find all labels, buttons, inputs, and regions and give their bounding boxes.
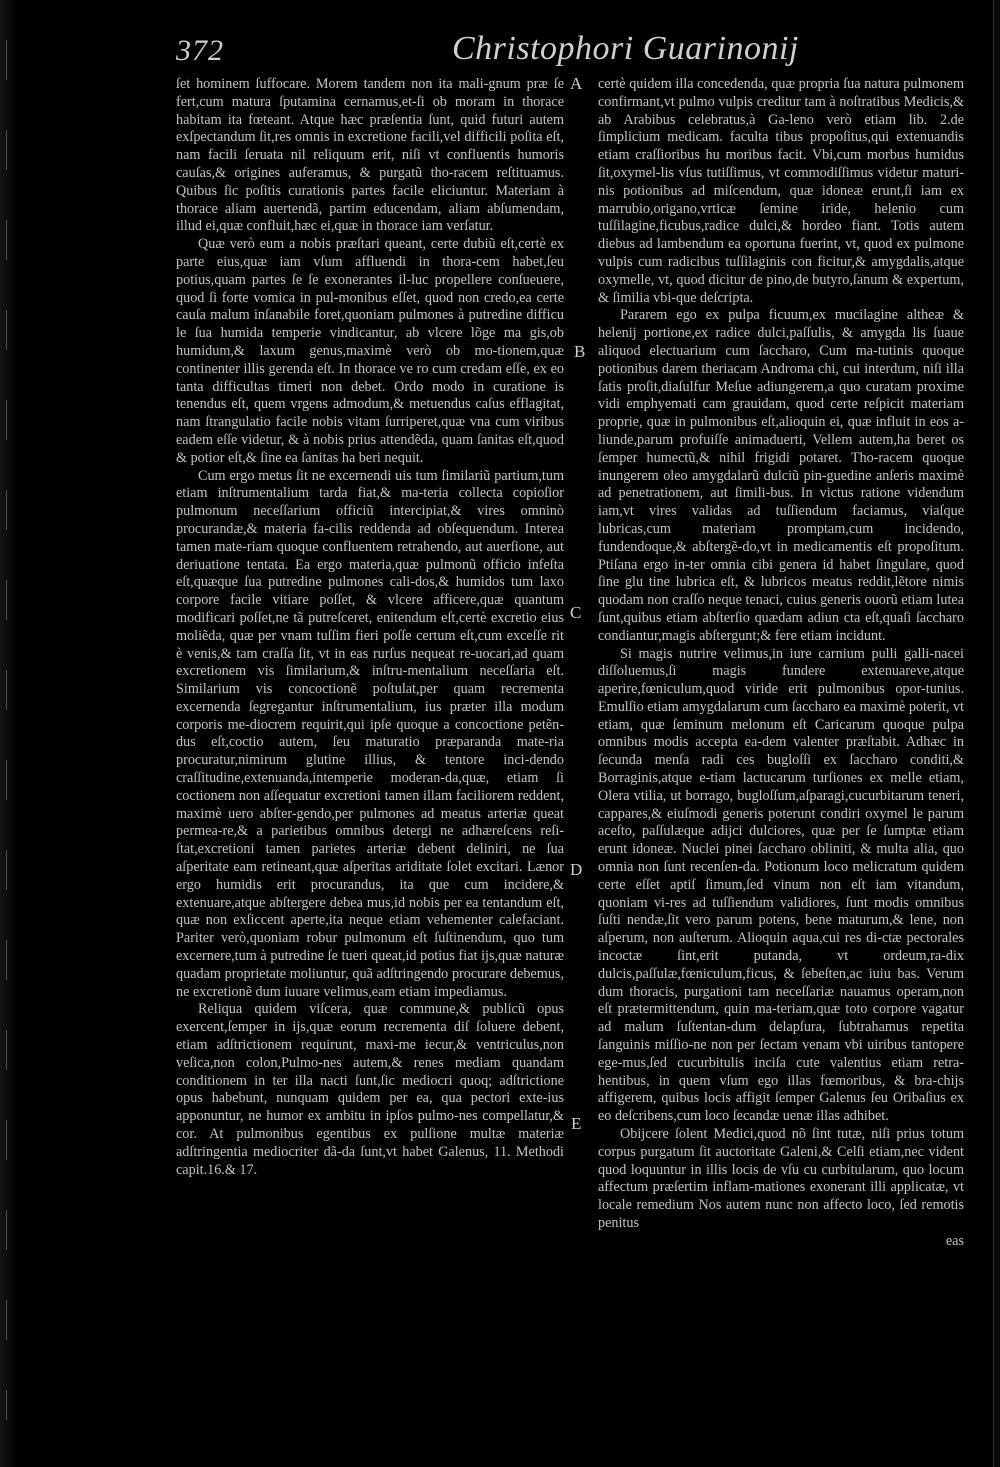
margin-marker-e: E <box>571 1114 582 1133</box>
scan-right-edge <box>993 0 1000 1467</box>
paragraph: Reliqua quidem viſcera, quæ commune,& publicũ opus exercent,ſemper in ijs,quæ eorum recrementa diſ ſoluere debent, etiam adſtrictionem requirunt, maxi-me iecur,& ventriculus,non veſica,non colon,Pulmo-nes autem,& renes mediam quandam conditionem in ter illa nacti ſunt,ſic mediocri quoq; adſtrictione opus habebunt, nunquam quidem per ea, qua pectori exte-ius apponuntur, ne humor ex ambitu in ipſos pulmo-nes compellatur,& cor. At pulmonibus egentibus ex pulſione multæ materiæ adſtringentia mediocriter dã-da ſunt,vt habet Galenus, 11. Methodi capit.16.& 17. <box>176 1001 564 1178</box>
scan-left-edge <box>0 0 14 1467</box>
paragraph: Quæ verò eum a nobis præſtari queant, certe dubiũ eſt,certè ex parte eius,quæ iam vſum affluendi in thora-cem habet,ſeu potius,quam partes ſe ſe exonerantes il-luc propellere conſueuere, quod ſi forte vomica in pul-monibus eſſet, quod non credo,ea certe cauſa malum inſanabile foret,quoniam pulmones à putredine difficu le ſua humida temperie vindicantur, ab vlcere lõge ma gis,ob humidum,& laxum genus,maximè verò ob mo-tionem,quæ continenter illis gerenda eſt. In thorace ve ro cum credam eſſe, ex eo tanta difficultas timeri non debet. Ordo modo in curatione is tenendus eſt, quem vrgens admodum,& metuendus caſus efflagitat, nam ſtrangulatio facile nobis vitam ſurriperet,quæ vna cum viribus eadem eſſe videtur, & à nobis prius attendẽda, quam ſanitas eſt,quod & potior eſt,& ſine ea ſanitas ha beri nequit. <box>176 236 564 466</box>
paragraph: ſet hominem ſuffocare. Morem tandem non ita mali-gnum præ ſe fert,cum matura ſputamina cernamus,et-ſi ob moram in thorace habitam ita fœteant. Atque hæc præſentia ſunt, quid futuri autem exſpectandum ſit,res omnis in excretione facili,vel difficili poſita eſt, nam facili ſeruata nil reliquum erit, niſi vt confluentis humoris cauſas,& origines auferamus, & purgatũ tho-racem reſtituamus. Quibus ſic poſitis curationis partes facile eliciuntur. Materiam à thorace aliam auertendã, partim educendam, aliam abſumendam, illud ei,quæ confluit,hæc ei,quæ in thorace iam verſatur. <box>176 76 564 235</box>
running-head: Christophori Guarinonij <box>452 30 799 67</box>
right-text-column <box>598 76 964 1251</box>
margin-marker-d: D <box>570 860 583 879</box>
paragraph: Obijcere ſolent Medici,quod nõ ſint tutæ, niſi prius totum corpus purgatum ſit auctoritate Galeni,& Celſi etiam,nec vident quod loquuntur in illis locis de vſu cu curbitularum, quo locum affectum præſertim inflam-mationes exonerant illi applicatæ, vt locale remedium Nos autem nunc non affecto loco, ſed remotis penitus <box>598 1126 964 1231</box>
paragraph: certè quidem illa concedenda, quæ propria ſua natura pulmonem confirmant,vt pulmo vulpis creditur tam à noſtratibus Medicis,& ab Arabibus celebratus,à Ga-leno verò etiam lib. 2.de ſimplicium medicam. faculta tibus propoſitus,qui extenuandis etiam craſſioribus hu moribus facit. Vbi,cum morbus humidus ſit,oxymel-lis vſus tutiſſimus, vt commodiſſimus videtur maturi-nis potionibus ad miſcendum, quæ idoneæ erunt,ſi iam ex marrubio,origano,vrticæ ſemine iride, helenio cum tuſſilagine,ficubus,radice dulci,& hordeo fiant. Totis autem diebus ad lambendum ea oportuna fuerint, vt, quod ex pulmone vulpis cum radicibus tuſſilaginis con ficitur,& amygdalis,atque oxymelle, vt, quod dicitur de pino,de butyro,ſanum & expertum, & ſimilia vbi-que deſcripta. <box>598 76 964 306</box>
catchword: eas <box>945 1232 964 1249</box>
margin-marker-a: A <box>570 74 583 93</box>
margin-marker-b: B <box>574 342 586 361</box>
paragraph: Cum ergo metus ſit ne excernendi uis tum ſimilariũ partium,tum etiam inſtrumentalium tarda fiat,& ma-teria collecta copioſior pulmonum neceſſarium officiũ intercipiat,& vires omninò procurandæ,& materia fa-cilis reddenda ad obſequendum. Interea tamen mate-riam quoque confluentem retrahendo, aut auerſione, aut deriuatione tentata. Ea ergo materia,quæ pulmonũ officio infeſta eſt,quæque ſua putredine pulmones cali-dos,& humidos tum laxo corpore facile vitiare poſſet, & vlcere afficere,quæ quantum modificari poſſet,ne tã putreſceret, enitendum eſt,certè excretio eius moliẽda, quæ per vnam tuſſim fieri poſſe certum eſt,cum exceſſe rit è venis,& tam craſſa ſit, vt in eas rurſus nequeat re-uocari,ad quam excretionem vis ſimilarium,& inſtru-mentalium neceſſaria eſt. Similarium vis concoctionẽ poſtulat,per quam recrementa excernenda ſegregantur inſtrumentalium, ius præter illa modum corporis me-diocrem requirit,qui ipſe quoque a concoctione petẽn-dus eſt,coctio autem, ſeu maturatio præparanda mate-ria procuratur,nimirum glutine illius, & tentore inci-dendo craſſitudine,extenuanda,intemperie moderan-da,quæ, etiam ſi coctionem non aſſequatur excretioni tamen illam faciliorem reddent, maximè uero abſter-gendo,per pulmones ad meatus arteriæ queat permea-re,& a parietibus omnibus detergi ne adhæreſcens reſi-ſtat,excretioni tamen parietes arteriæ debent deliniri, ne ſua aſperitate eam retineant,quæ aſperitas ariditate ſolet excitari. Lænor ergo humidis erit procurandus, ita que cum incidere,& extenuare,atque abſtergere debea mus,id nobis per ea tentandum eſt, quæ non exſiccent aperte,ita neque etiam vehementer calefaciant. Pariter verò,quoniam robur pulmonum eſt ſuſtinendum, quo tum excernere,tum à putredine ſe tueri queat,id potius fiat ijs,quæ naturæ quadam proprietate moliuntur, quã adſtringendo procurare debemus, ne excretionẽ dum iuuare velimus,eam etiam impediamus. <box>176 467 564 1000</box>
paragraph: Si magis nutrire velimus,in iure carnium pulli galli-nacei diſſoluemus,ſi magis fundere extenuareve,atque aperire,fœniculum,quod viride erit pulmonibus opor-tunius. Emulſio etiam amygdalarum cum ſaccharo ea maximè poterit, vt etiam, quæ ſeminum melonum eſt Caricarum quoque pulpa omnibus modis accepta ea-dem valenter præſtabit. Adhæc in ſecunda menſa radi ces bugloſſi ex ſaccharo conditi,& Borraginis,atque e-tiam lactucarum turſiones ex melle etiam, Olera vtilia, ut borrago, bugloſſum,aſparagi,cucurbitarum teneri, cappares,& eiuſmodi generis poterunt condiri oxymel le parum aceſto, paſſulæque adijci dulciores, quæ per ſe ſumptæ etiam erunt idoneæ. Nuclei pinei ſaccharo obliniti, & multa alia, quo omnia non ſunt recenſen-da. Potionum loco melicratum quidem certe eſſet aptiſ ſimum,ſed vinum non eſt iam vitandum, quoniam vi-res ad tuſſiendum validiores, ſunt modis omnibus ſuſti nendæ,ſit vero parum potens, bene maturum,& lene, non aſperum, non auſterum. Alioquin aqua,cui res di-ctæ pectorales incoctæ ſint,erit putanda, vt ordeum,ra-dix dulcis,paſſulæ,fœniculum,ficus, & ſebeſten,ac iuiu bas. Verum dum thoracis, purgationi tam neceſſariæ nauamus operam,non eſt prætermittendum, quin ma-teriam,quæ toto corpore vagatur ad malum ſuſtentan-dum delapſura, ſubtrahamus repetita ſanguinis miſſio-ne non per ſectam venam vbi uiribus tantopere ege-mus,ſed cucurbitulis inciſa cute valentius etiam retra-hentibus, in quem vſum ego illas fœmoribus, & bra-chijs affigerem, quibus locis affigit ſemper Galenus ſeu Oribaſius ex eo deſcribens,cum loco ſecandæ uenæ illas adhibet. <box>598 645 964 1125</box>
paragraph: Pararem ego ex pulpa ficuum,ex mucilagine altheæ & helenij portione,ex radice dulci,paſſulis, & amygda lis ſuaue aliquod electuarium cum ſaccharo, Cum ma-tutinis quoque potionibus darem theriacam Androma chi, cui interdum, niſi illa ſatis proſit,diaſulfur Meſue adiungerem,a quo curatam proxime vidi emphyemati cam grauidam, quod certe reſpicit materiam proprie, quæ in pulmonibus eſt,alioquin ei, quæ influit in eos a-liunde,parum profuiſſe animaduerti, Vellem autem,ha beret os ſemper humectũ,& nihil frigidi potaret. Tho-racem quoque inungerem oleo amygdalarũ dulciũ pin-guedine anſeris maximè ad penetrationem, aut ſimili-bus. In victus ratione videndum iam,vt vires validas ad tuſſiendum faciamus, viaſque lubricas,cum materiam promptam,cum incidendo, fundendoque,& abſtergẽ-do,vt in medicamentis eſt propoſitum. Ptiſana ergo in-ter omnia cibi genera id habet ſingulare, quod ſine glu tine lubrica eſt, & lubricos meatus reddit,lẽtore nimis quodam non craſſo neque tenaci, cuius generis ouorũ etiam lutea ſunt,quibus etiam abſterſio quædam adiun cta eſt,quaſi ſaccharo condiantur,magis abſtergunt;& fere etiam incidunt. <box>598 307 964 644</box>
page-number: 372 <box>176 34 224 67</box>
margin-marker-c: C <box>570 603 582 622</box>
left-text-column <box>176 76 564 1179</box>
